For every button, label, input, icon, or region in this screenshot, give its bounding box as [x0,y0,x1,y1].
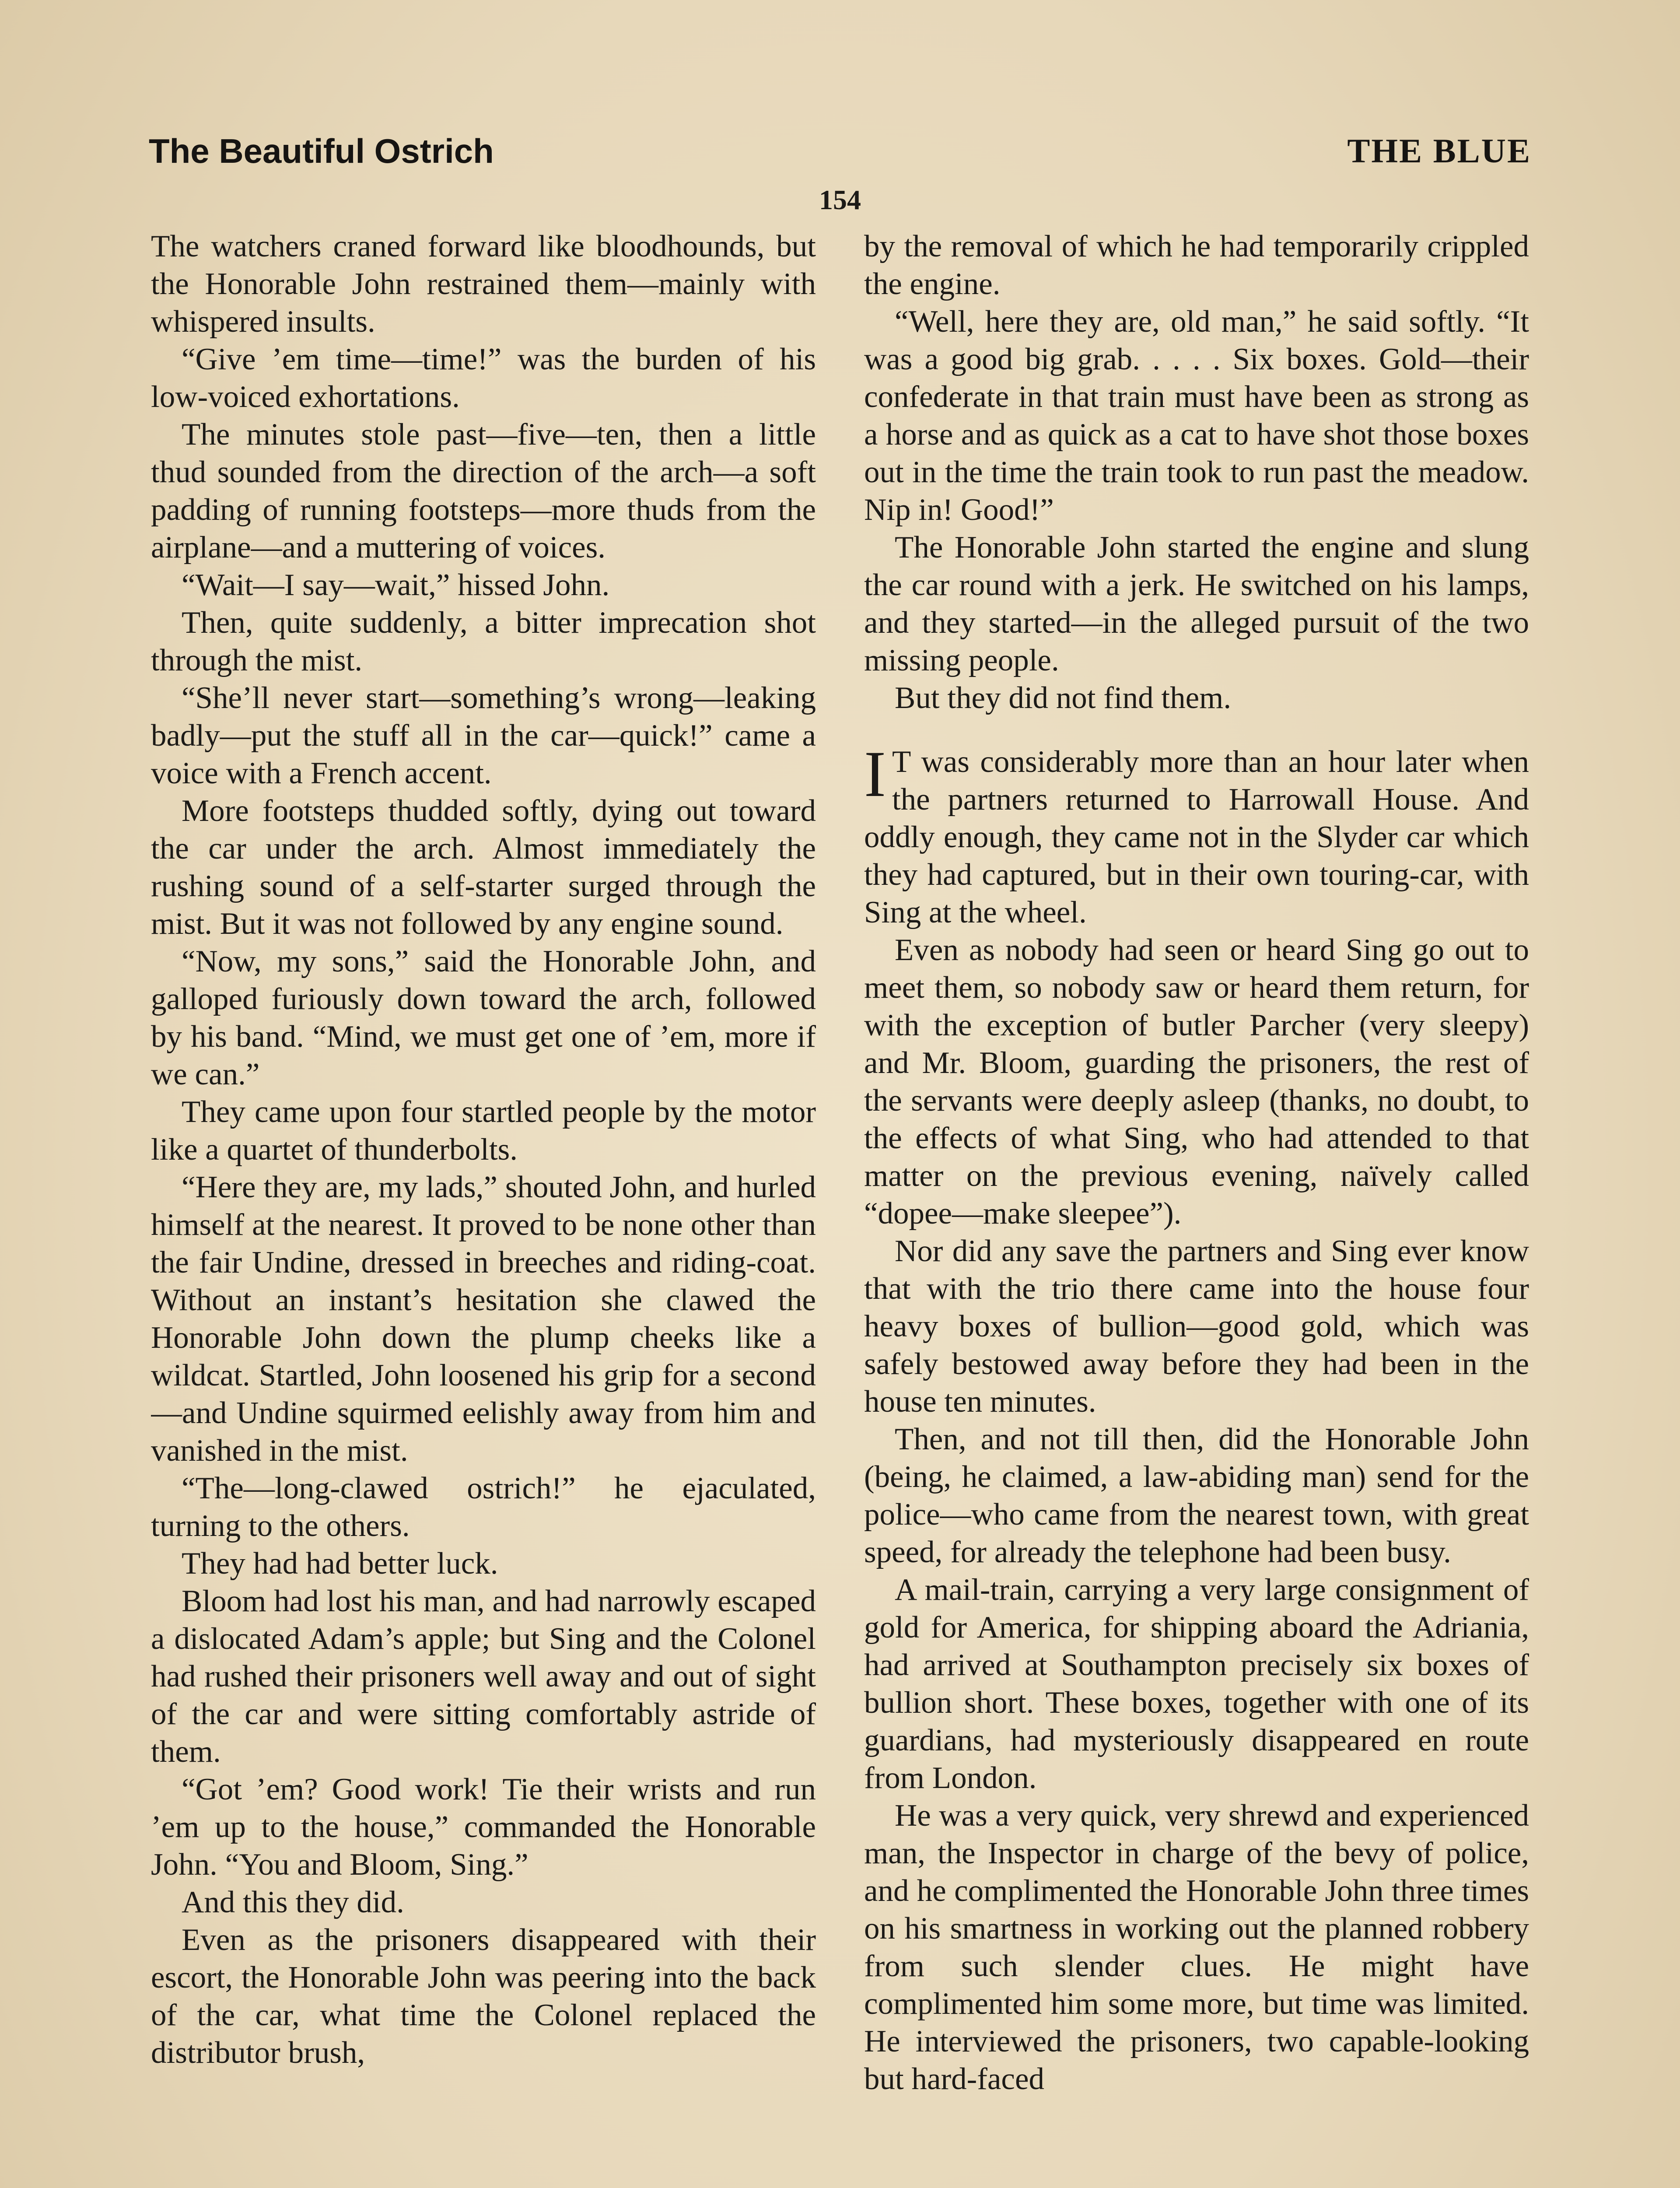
paragraph: “She’ll never start—something’s wrong—leaking badly—put the stuff all in the car—quick!” came a voice with a French accent. [151,681,816,790]
right-column [864,228,1529,2188]
paragraph: “Now, my sons,” said the Honorable John, and galloped furiously down toward the arch, followed by his band. “Mind, we must get one of ’em, more if we can.” [151,944,816,1091]
paragraph: And this they did. [182,1885,404,1919]
paragraph: Then, and not till then, did the Honorable John (being, he claimed, a law-abiding man) send for the police—who came from the nearest town, with great speed, for already the telephone had been busy. [864,1422,1529,1569]
section-opening-text: T was considerably more than an hour later when the partners returned to Harrowall House. And oddly enough, they came not in the Slyder car which they had captured, but in their own touring-car, with Sing at the wheel. [864,745,1529,929]
running-head [149,131,1531,179]
paragraph: Even as the prisoners disappeared with their escort, the Honorable John was peering into the back of the car, what time the Colonel replaced the distributor brush, [151,1923,816,2070]
paragraph: But they did not find them. [895,681,1232,715]
paragraph: Nor did any save the partners and Sing ever know that with the trio there came into the house four heavy boxes of bullion—good gold, which was safely bestowed away before they had been in the house ten minutes. [864,1234,1529,1419]
story-title: The Beautiful Ostrich [149,132,494,170]
left-column [151,228,816,2188]
section-opening-paragraph [864,738,1529,931]
paragraph: More footsteps thudded softly, dying out toward the car under the arch. Almost immediately the rushing sound of a self-starter surged through the mist. But it was not followed by any engine sound. [151,794,816,941]
paragraph: He was a very quick, very shrewd and experienced man, the Inspector in charge of the bevy of police, and he complimented the Honorable John three times on his smartness in working out the planned robbery from such slender clues. He might have complimented him some more, but time was limited. He interviewed the prisoners, two capable-looking but hard-faced [864,1799,1529,2096]
paragraph: The watchers craned forward like bloodhounds, but the Honorable John restrained them—mainly with whispered insults. [151,229,816,339]
paragraph: Even as nobody had seen or heard Sing go out to meet them, so nobody saw or heard them return, for with the exception of butler Parcher (very sleepy) and Mr. Bloom, guarding the prisoners, the rest of the servants were deeply asleep (thanks, no doubt, to the effects of what Sing, who had attended to that matter on the previous evening, naïvely called “dopee—make sleepee”). [864,933,1529,1231]
paragraph: The minutes stole past—five—ten, then a little thud sounded from the direction of the arch—a soft padding of running footsteps—more thuds from the airplane—and a muttering of voices. [151,417,816,565]
drop-cap: I [864,738,886,810]
paragraph: Bloom had lost his man, and had narrowly escaped a dislocated Adam’s apple; but Sing and the Colonel had rushed their prisoners well away and out of sight of the car and were sitting comfortably astride of them. [151,1584,816,1769]
paragraph: Then, quite suddenly, a bitter imprecation shot through the mist. [151,606,816,677]
paragraph: “The—long-clawed ostrich!” he ejaculated, turning to the others. [151,1471,816,1543]
paragraph: by the removal of which he had temporarily crippled the engine. [864,229,1529,301]
paragraph: A mail-train, carrying a very large consignment of gold for America, for shipping aboard the Adriania, had arrived at Southampton precisely six boxes of bullion short. These boxes, together with one of its guardians, had mysteriously disappeared en route from London. [864,1573,1529,1795]
page-number: 154 [819,184,861,215]
paragraph: “Give ’em time—time!” was the burden of his low-voiced exhortations. [151,342,816,414]
paragraph: “Got ’em? Good work! Tie their wrists and run ’em up to the house,” commanded the Honorable John. “You and Bloom, Sing.” [151,1772,816,1882]
paragraph: “Wait—I say—wait,” hissed John. [182,568,610,602]
paragraph: “Here they are, my lads,” shouted John, and hurled himself at the nearest. It proved to be none other than the fair Undine, dressed in breeches and riding-coat. Without an instant’s hesitation she clawed the Honorable John down the plump cheeks like a wildcat. Startled, John loosened his grip for a second—and Undine squirmed eelishly away from him and vanished in the mist. [151,1170,816,1468]
paragraph: The Honorable John started the engine and slung the car round with a jerk. He switched on his lamps, and they started—in the alleged pursuit of the two missing people. [864,530,1529,677]
magazine-title: THE BLUE [1347,132,1531,170]
paragraph: They had had better luck. [182,1546,498,1581]
paragraph: “Well, here they are, old man,” he said softly. “It was a good big grab. . . . . Six boxes. Gold—their confederate in that train must have been as strong as a horse and as quick as a cat to have shot those boxes out in the time the train took to run past the meadow. Nip in! Good!” [864,305,1529,527]
paragraph: They came upon four startled people by the motor like a quartet of thunderbolts. [151,1095,816,1167]
